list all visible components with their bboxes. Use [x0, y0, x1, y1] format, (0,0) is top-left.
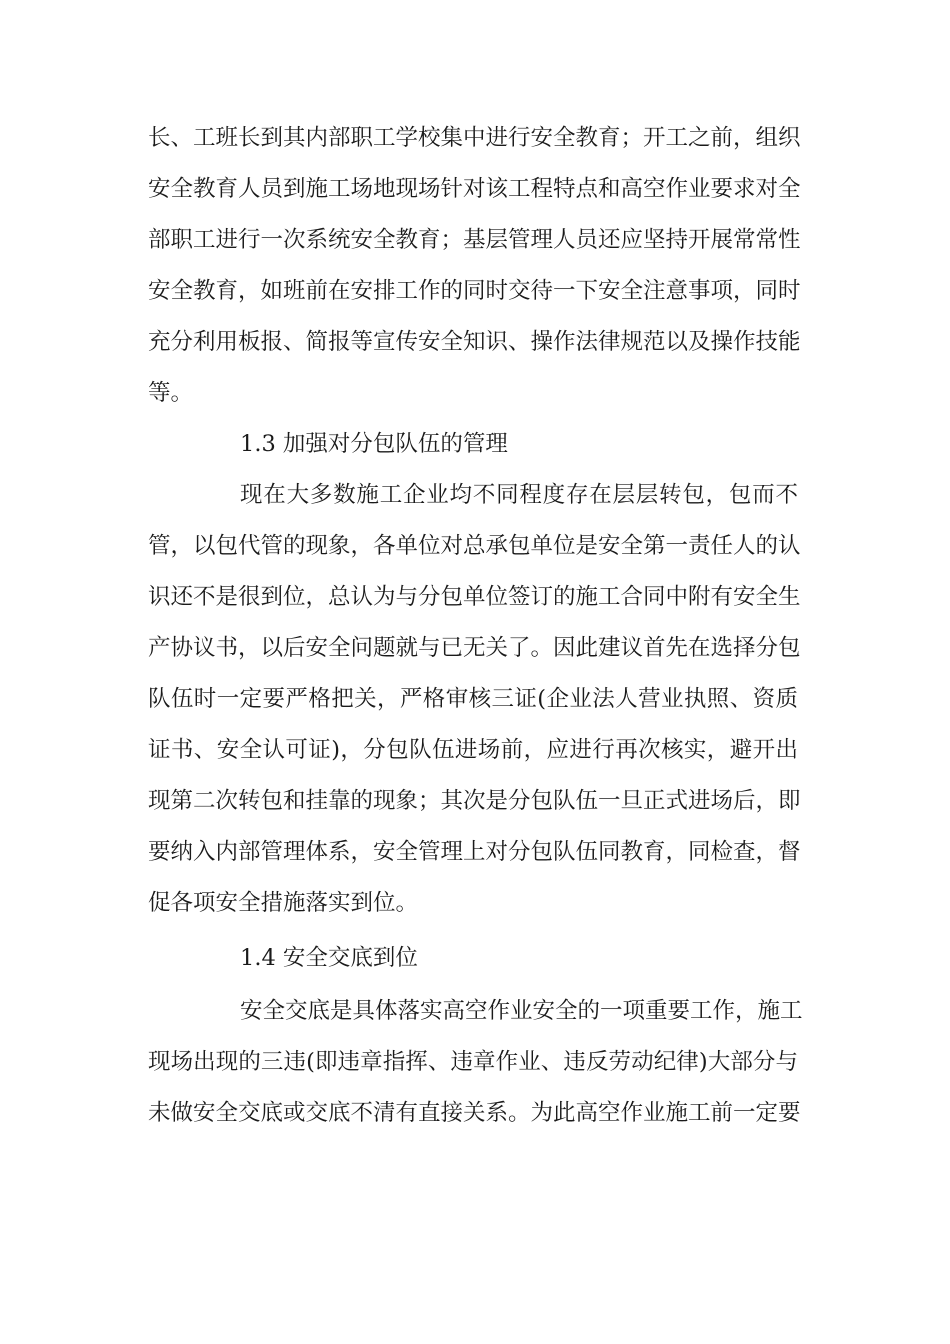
paragraph-1-line-3: 部职工进行一次系统安全教育；基层管理人员还应坚持开展常常性 [148, 227, 801, 253]
paragraph-2-line-1: 现在大多数施工企业均不同程度存在层层转包，包而不 [240, 482, 798, 508]
paragraph-1-line-2: 安全教育人员到施工场地现场针对该工程特点和高空作业要求对全 [148, 176, 801, 202]
paragraph-1-line-4: 安全教育，如班前在安排工作的同时交待一下安全注意事项，同时 [148, 278, 801, 304]
paragraph-2-line-3: 识还不是很到位，总认为与分包单位签订的施工合同中附有安全生 [148, 584, 801, 610]
section-heading-1-3: 1.3 加强对分包队伍的管理 [240, 431, 508, 457]
paragraph-3-line-2: 现场出现的三违(即违章指挥、违章作业、违反劳动纪律)大部分与 [148, 1049, 798, 1075]
paragraph-2-line-4: 产协议书，以后安全问题就与已无关了。因此建议首先在选择分包 [148, 635, 801, 661]
paragraph-1-line-5: 充分利用板报、简报等宣传安全知识、操作法律规范以及操作技能 [148, 329, 801, 355]
paragraph-2-line-7: 现第二次转包和挂靠的现象；其次是分包队伍一旦正式进场后，即 [148, 788, 801, 814]
paragraph-1-line-1: 长、工班长到其内部职工学校集中进行安全教育；开工之前，组织 [148, 125, 801, 151]
paragraph-2-line-2: 管，以包代管的现象，各单位对总承包单位是安全第一责任人的认 [148, 533, 801, 559]
paragraph-2-line-8: 要纳入内部管理体系，安全管理上对分包队伍同教育，同检查，督 [148, 839, 801, 865]
paragraph-3-line-1: 安全交底是具体落实高空作业安全的一项重要工作，施工 [240, 998, 803, 1024]
paragraph-1-line-6: 等。 [148, 380, 194, 406]
paragraph-2-line-5: 队伍时一定要严格把关，严格审核三证(企业法人营业执照、资质 [148, 686, 798, 712]
section-heading-1-4: 1.4 安全交底到位 [240, 945, 418, 971]
paragraph-2-line-6: 证书、安全认可证)，分包队伍进场前，应进行再次核实，避开出 [148, 737, 798, 763]
paragraph-2-line-9: 促各项安全措施落实到位。 [148, 890, 419, 916]
paragraph-3-line-3: 未做安全交底或交底不清有直接关系。为此高空作业施工前一定要 [148, 1100, 801, 1126]
